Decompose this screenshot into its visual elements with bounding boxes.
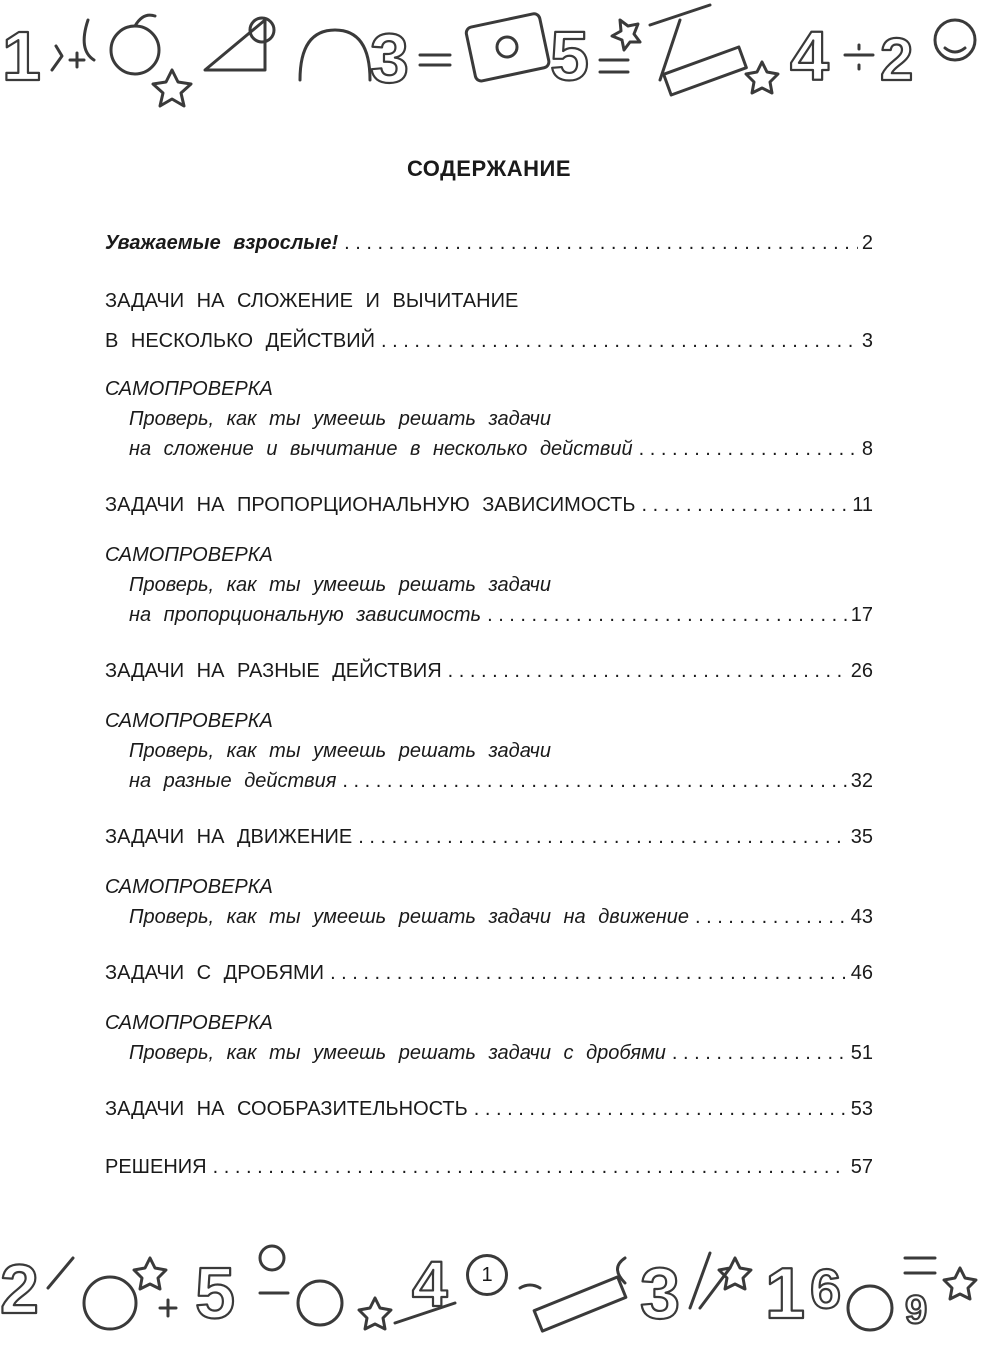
doodle-triangle-ruler-icon bbox=[205, 20, 265, 70]
toc-line bbox=[105, 902, 873, 932]
doodle-plus-icon bbox=[160, 1300, 176, 1316]
doodle-plus-icon bbox=[70, 53, 84, 67]
toc-entry-title: ЗАДАЧИ НА ДВИЖЕНИЕ bbox=[105, 826, 353, 848]
toc-line bbox=[105, 1038, 873, 1068]
toc-line bbox=[105, 1094, 873, 1124]
toc-line bbox=[105, 570, 873, 600]
doodle-star-icon-2 bbox=[359, 1298, 391, 1329]
toc-line bbox=[105, 374, 873, 404]
toc-line bbox=[105, 600, 873, 630]
toc-selfcheck-text: Проверь, как ты умеешь решать задачи с дробями bbox=[129, 1042, 666, 1064]
doodle-compass-icon bbox=[690, 1253, 730, 1308]
toc-dot-leader bbox=[474, 1094, 847, 1124]
doodle-star-icon bbox=[134, 1258, 166, 1289]
doodle-star-icon-3 bbox=[719, 1258, 751, 1289]
toc-selfcheck-label: САМОПРОВЕРКА bbox=[105, 544, 273, 566]
toc-selfcheck-text: на разные действия bbox=[129, 770, 337, 792]
doodle-banknote-icon bbox=[465, 13, 550, 82]
toc-dot-leader bbox=[330, 958, 847, 988]
doodle-headphones-icon bbox=[300, 30, 370, 80]
toc-page-number: 35 bbox=[850, 826, 873, 848]
toc-dot-leader bbox=[344, 228, 858, 258]
doodle-slash bbox=[48, 1258, 73, 1288]
doodle-digit-4: 4 bbox=[790, 17, 829, 95]
toc-line bbox=[105, 434, 873, 464]
toc-line bbox=[105, 404, 873, 434]
toc-entry-title: ЗАДАЧИ НА СООБРАЗИТЕЛЬНОСТЬ bbox=[105, 1098, 468, 1120]
toc-line bbox=[105, 540, 873, 570]
doodle-digit-2: 2 bbox=[880, 26, 914, 93]
toc-entry-selfcheck-1[interactable] bbox=[105, 374, 873, 464]
doodle-digit-4: 4 bbox=[412, 1248, 448, 1320]
toc-selfcheck-label: САМОПРОВЕРКА bbox=[105, 1012, 273, 1034]
doodle-paperclip-icon bbox=[84, 20, 94, 60]
toc-dot-leader bbox=[487, 600, 847, 630]
toc-dot-leader bbox=[381, 326, 858, 356]
doodle-flower-icon bbox=[260, 1246, 284, 1270]
toc-entry-proportional[interactable] bbox=[105, 490, 873, 520]
doodle-equals bbox=[600, 60, 628, 72]
toc-selfcheck-label: САМОПРОВЕРКА bbox=[105, 378, 273, 400]
toc-line bbox=[105, 228, 873, 258]
doodle-digit-1: 1 bbox=[2, 17, 41, 95]
doodle-digit-3: 3 bbox=[370, 19, 409, 97]
toc-entry-addition-subtraction[interactable] bbox=[105, 286, 873, 356]
toc-line bbox=[105, 286, 873, 316]
doodle-slash bbox=[52, 46, 62, 70]
toc-line bbox=[105, 822, 873, 852]
toc-dot-leader bbox=[642, 490, 849, 520]
toc-page-number: 26 bbox=[850, 660, 873, 682]
toc-page-number: 3 bbox=[861, 330, 873, 352]
toc-dot-leader bbox=[639, 434, 858, 464]
toc-entry-motion[interactable] bbox=[105, 822, 873, 852]
toc-page-number: 43 bbox=[850, 906, 873, 928]
page-title: СОДЕРЖАНИЕ bbox=[406, 156, 572, 181]
toc-selfcheck-text: на пропорциональную зависимость bbox=[129, 604, 482, 626]
toc-page-number: 8 bbox=[861, 438, 873, 460]
toc-line bbox=[105, 490, 873, 520]
toc-entry-dear-adults[interactable] bbox=[105, 228, 873, 258]
toc-line bbox=[105, 872, 873, 902]
toc-entry-selfcheck-4[interactable] bbox=[105, 872, 873, 932]
toc-selfcheck-text: Проверь, как ты умеешь решать задачи bbox=[129, 740, 551, 762]
toc-dot-leader bbox=[342, 766, 846, 796]
doodle-apple-icon-2 bbox=[848, 1286, 892, 1330]
toc-line bbox=[105, 326, 873, 356]
top-doodle-border bbox=[0, 0, 1000, 110]
toc-line bbox=[105, 1008, 873, 1038]
toc-selfcheck-text: Проверь, как ты умеешь решать задачи на движение bbox=[129, 906, 689, 928]
doodle-star-icon-2 bbox=[612, 20, 640, 50]
doodle-star-icon-4 bbox=[944, 1268, 976, 1299]
toc-entry-title: РЕШЕНИЯ bbox=[105, 1156, 207, 1178]
doodle-digit-3: 3 bbox=[640, 1254, 681, 1334]
toc-selfcheck-label: САМОПРОВЕРКА bbox=[105, 710, 273, 732]
toc-line bbox=[105, 736, 873, 766]
toc-entry-title-cont: В НЕСКОЛЬКО ДЕЙСТВИЙ bbox=[105, 330, 376, 352]
toc-page-number: 51 bbox=[850, 1042, 873, 1064]
doodle-digit-9: 9 bbox=[905, 1288, 928, 1332]
toc-entry-selfcheck-3[interactable] bbox=[105, 706, 873, 796]
toc-entry-selfcheck-2[interactable] bbox=[105, 540, 873, 630]
toc-page-number: 32 bbox=[850, 770, 873, 792]
toc-page-number: 11 bbox=[852, 494, 873, 516]
toc-dot-leader bbox=[448, 656, 847, 686]
toc-line bbox=[105, 706, 873, 736]
toc-selfcheck-text: на сложение и вычитание в несколько действий bbox=[129, 438, 633, 460]
doodle-digit-5: 5 bbox=[550, 17, 589, 95]
toc-dot-leader bbox=[672, 1038, 847, 1068]
doodle-kid-face-icon bbox=[935, 20, 975, 60]
toc-entry-title: ЗАДАЧИ НА СЛОЖЕНИЕ И ВЫЧИТАНИЕ bbox=[105, 290, 519, 312]
doodle-apple-icon bbox=[111, 26, 159, 74]
doodle-equals bbox=[905, 1258, 935, 1273]
toc-page-number: 2 bbox=[861, 232, 873, 254]
doodle-digit-1: 1 bbox=[765, 1254, 806, 1334]
toc-page-number: 57 bbox=[850, 1156, 873, 1178]
toc-selfcheck-label: САМОПРОВЕРКА bbox=[105, 876, 273, 898]
doodle-minus bbox=[420, 55, 450, 65]
toc-entry-title: ЗАДАЧИ НА РАЗНЫЕ ДЕЙСТВИЯ bbox=[105, 660, 442, 682]
doodle-curl bbox=[520, 1285, 540, 1288]
toc-entry-wits[interactable] bbox=[105, 1094, 873, 1124]
toc-line bbox=[105, 1152, 873, 1182]
toc-dot-leader bbox=[213, 1152, 847, 1182]
doodle-star-icon-3 bbox=[746, 62, 778, 93]
toc-dot-leader bbox=[358, 822, 847, 852]
toc-entry-selfcheck-5[interactable] bbox=[105, 1008, 873, 1068]
doodle-ruler-icon bbox=[534, 1277, 626, 1331]
doodle-ruler-icon bbox=[664, 47, 747, 95]
doodle-star-icon bbox=[153, 70, 191, 106]
toc-entry-title: ЗАДАЧИ С ДРОБЯМИ bbox=[105, 962, 325, 984]
toc-selfcheck-text: Проверь, как ты умеешь решать задачи bbox=[129, 574, 551, 596]
doodle-digit-6: 6 bbox=[810, 1257, 842, 1320]
doodle-apple-icon bbox=[84, 1277, 136, 1329]
toc-dot-leader bbox=[695, 902, 847, 932]
toc-entry-various[interactable] bbox=[105, 656, 873, 686]
toc-page-number: 46 bbox=[850, 962, 873, 984]
toc-line bbox=[105, 766, 873, 796]
toc-line bbox=[105, 656, 873, 686]
toc-page-number: 53 bbox=[850, 1098, 873, 1120]
toc-selfcheck-text: Проверь, как ты умеешь решать задачи bbox=[129, 408, 551, 430]
page-number: 1 bbox=[466, 1254, 508, 1296]
toc-entry-solutions[interactable] bbox=[105, 1152, 873, 1182]
toc-line bbox=[105, 958, 873, 988]
toc-page-number: 17 bbox=[850, 604, 873, 626]
doodle-digit-2: 2 bbox=[0, 1250, 39, 1328]
toc-entry-fractions[interactable] bbox=[105, 958, 873, 988]
doodle-digit-5: 5 bbox=[195, 1254, 236, 1334]
toc-entry-title: Уважаемые взрослые! bbox=[105, 232, 339, 254]
doodle-divide bbox=[845, 45, 873, 69]
doodle-kid-face-icon bbox=[298, 1281, 342, 1325]
toc-entry-title: ЗАДАЧИ НА ПРОПОРЦИОНАЛЬНУЮ ЗАВИСИМОСТЬ bbox=[105, 494, 636, 516]
